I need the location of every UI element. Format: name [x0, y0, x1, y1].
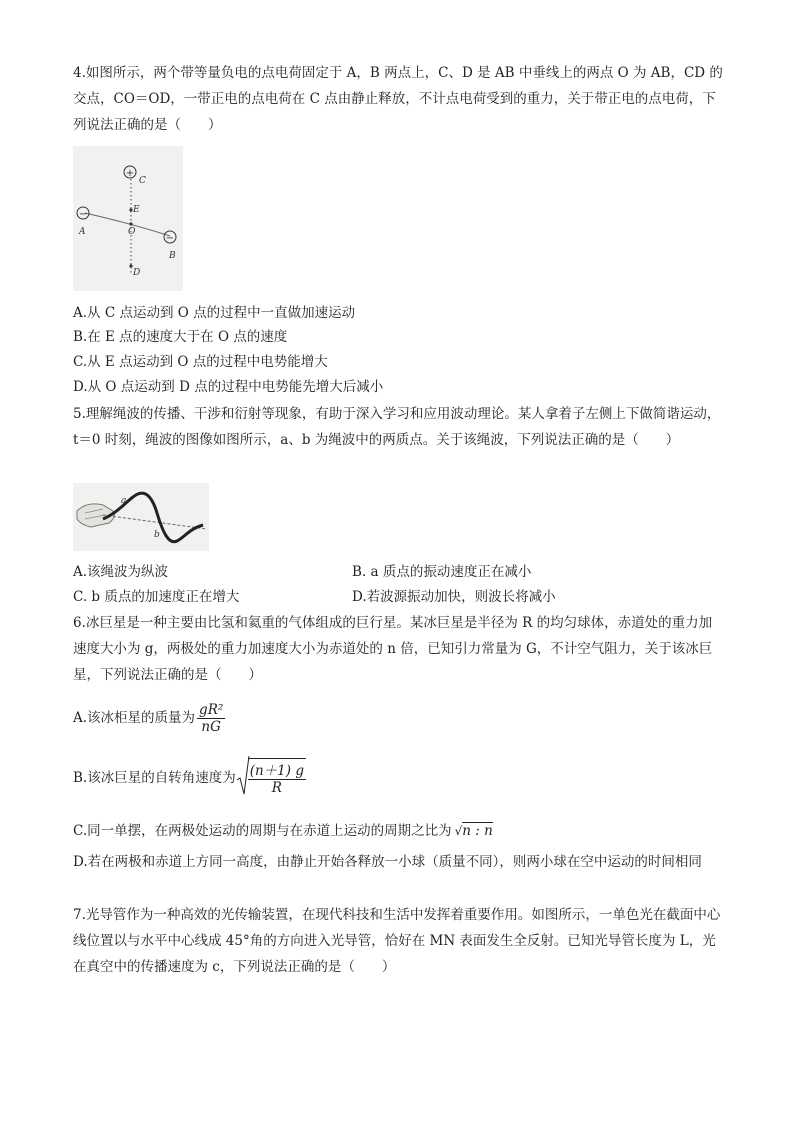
q5-option-b: B. a 质点的振动速度正在减小 [352, 564, 532, 580]
charges-diagram [73, 146, 183, 291]
equilibrium-line [103, 515, 207, 529]
q6-stem: 6.冰巨星是一种主要由比氢和氦重的气体组成的巨行星。某冰巨星是半径为 R 的均匀球体，赤道处的重力加速度大小为 g，两极处的重力加速度大小为赤道处的 n 倍，已知引力常量为 G，不计空气阻力，关于该冰巨星，下列说法正确的是（ ） [73, 615, 713, 683]
point-o [129, 222, 132, 225]
label-c: C [139, 176, 146, 186]
q4-option-a: A.从 C 点运动到 O 点的过程中一直做加速运动 [73, 305, 356, 321]
label-o: O [128, 227, 136, 237]
q5-option-c: C. b 质点的加速度正在增大 [73, 589, 240, 605]
charge-c-sign: + [125, 168, 135, 179]
q6-option-b-prefix: B.该冰巨星的自转角速度为 [73, 770, 236, 786]
q6-option-a [73, 700, 225, 736]
q6-option-c-expr: n : n [462, 823, 493, 839]
q6-option-b-root [236, 758, 306, 799]
sqrt-sign-icon [236, 754, 250, 798]
q4-figure [73, 146, 183, 291]
charge-b-sign: − [165, 233, 175, 244]
q5-option-a: A.该绳波为纵波 [73, 564, 169, 580]
q5-figure [73, 483, 209, 551]
label-d: D [133, 268, 141, 278]
q6-option-b-numerator: (n＋1) g [249, 763, 304, 779]
q6-option-c-prefix: C.同一单摆，在两极处运动的周期与在赤道上运动的周期之比为 [73, 823, 452, 839]
q4-option-b: B.在 E 点的速度大于在 O 点的速度 [73, 329, 288, 345]
q4-option-d: D.从 O 点运动到 D 点的过程中电势能先增大后减小 [73, 379, 384, 395]
q6-option-a-prefix: A.该冰柜星的质量为 [73, 710, 196, 726]
q4-option-c: C.从 E 点运动到 O 点的过程中电势能增大 [73, 354, 328, 370]
label-e: E [133, 205, 140, 215]
label-b: B [169, 251, 176, 261]
label-a: a [121, 496, 127, 506]
q6-option-d: D.若在两极和赤道上方同一高度，由静止开始各释放一小球（质量不同），则两小球在空中运动的时间相同 [73, 854, 702, 870]
q6-option-a-numerator: gR² [199, 702, 224, 718]
label-b: b [154, 530, 160, 540]
q7-stem: 7.光导管作为一种高效的光传输装置，在现代科技和生活中发挥着重要作用。如图所示，一单色光在截面中心线位置以与水平中心线成 45°角的方向进入光导管，恰好在 MN 表面发生全反射。已知光导管长度为 L，光在真空中的传播速度为 c，下列说法正确的是（ ） [73, 907, 721, 975]
label-a: A [79, 227, 86, 237]
q5-option-d: D.若波源振动加快，则波长将减小 [352, 589, 556, 605]
q6-option-a-fraction [197, 702, 225, 735]
q6-option-a-denominator: nG [201, 719, 221, 735]
sqrt-sign-icon: √ [454, 824, 463, 838]
q6-option-c [73, 821, 493, 842]
q6-option-b [73, 758, 306, 799]
q4-stem: 4.如图所示，两个带等量负电的点电荷固定于 A，B 两点上，C、D 是 AB 中垂线上的两点 O 为 AB，CD 的交点，CO＝OD，一带正电的点电荷在 C 点由静止释放，不计点电荷受到的重力，关于带正电的点电荷，下列说法正确的是（ ） [73, 65, 723, 133]
rope-wave-diagram [73, 483, 209, 551]
charge-a-sign: − [78, 209, 88, 220]
q6-option-b-denominator: R [271, 780, 282, 796]
q5-stem: 5.理解绳波的传播、干涉和衍射等现象，有助于深入学习和应用波动理论。某人拿着子左侧上下做简谐运动，t＝0 时刻，绳波的图像如图所示，a、b 为绳波中的两质点。关于该绳波，下列说法正确的是（ ） [73, 406, 721, 448]
